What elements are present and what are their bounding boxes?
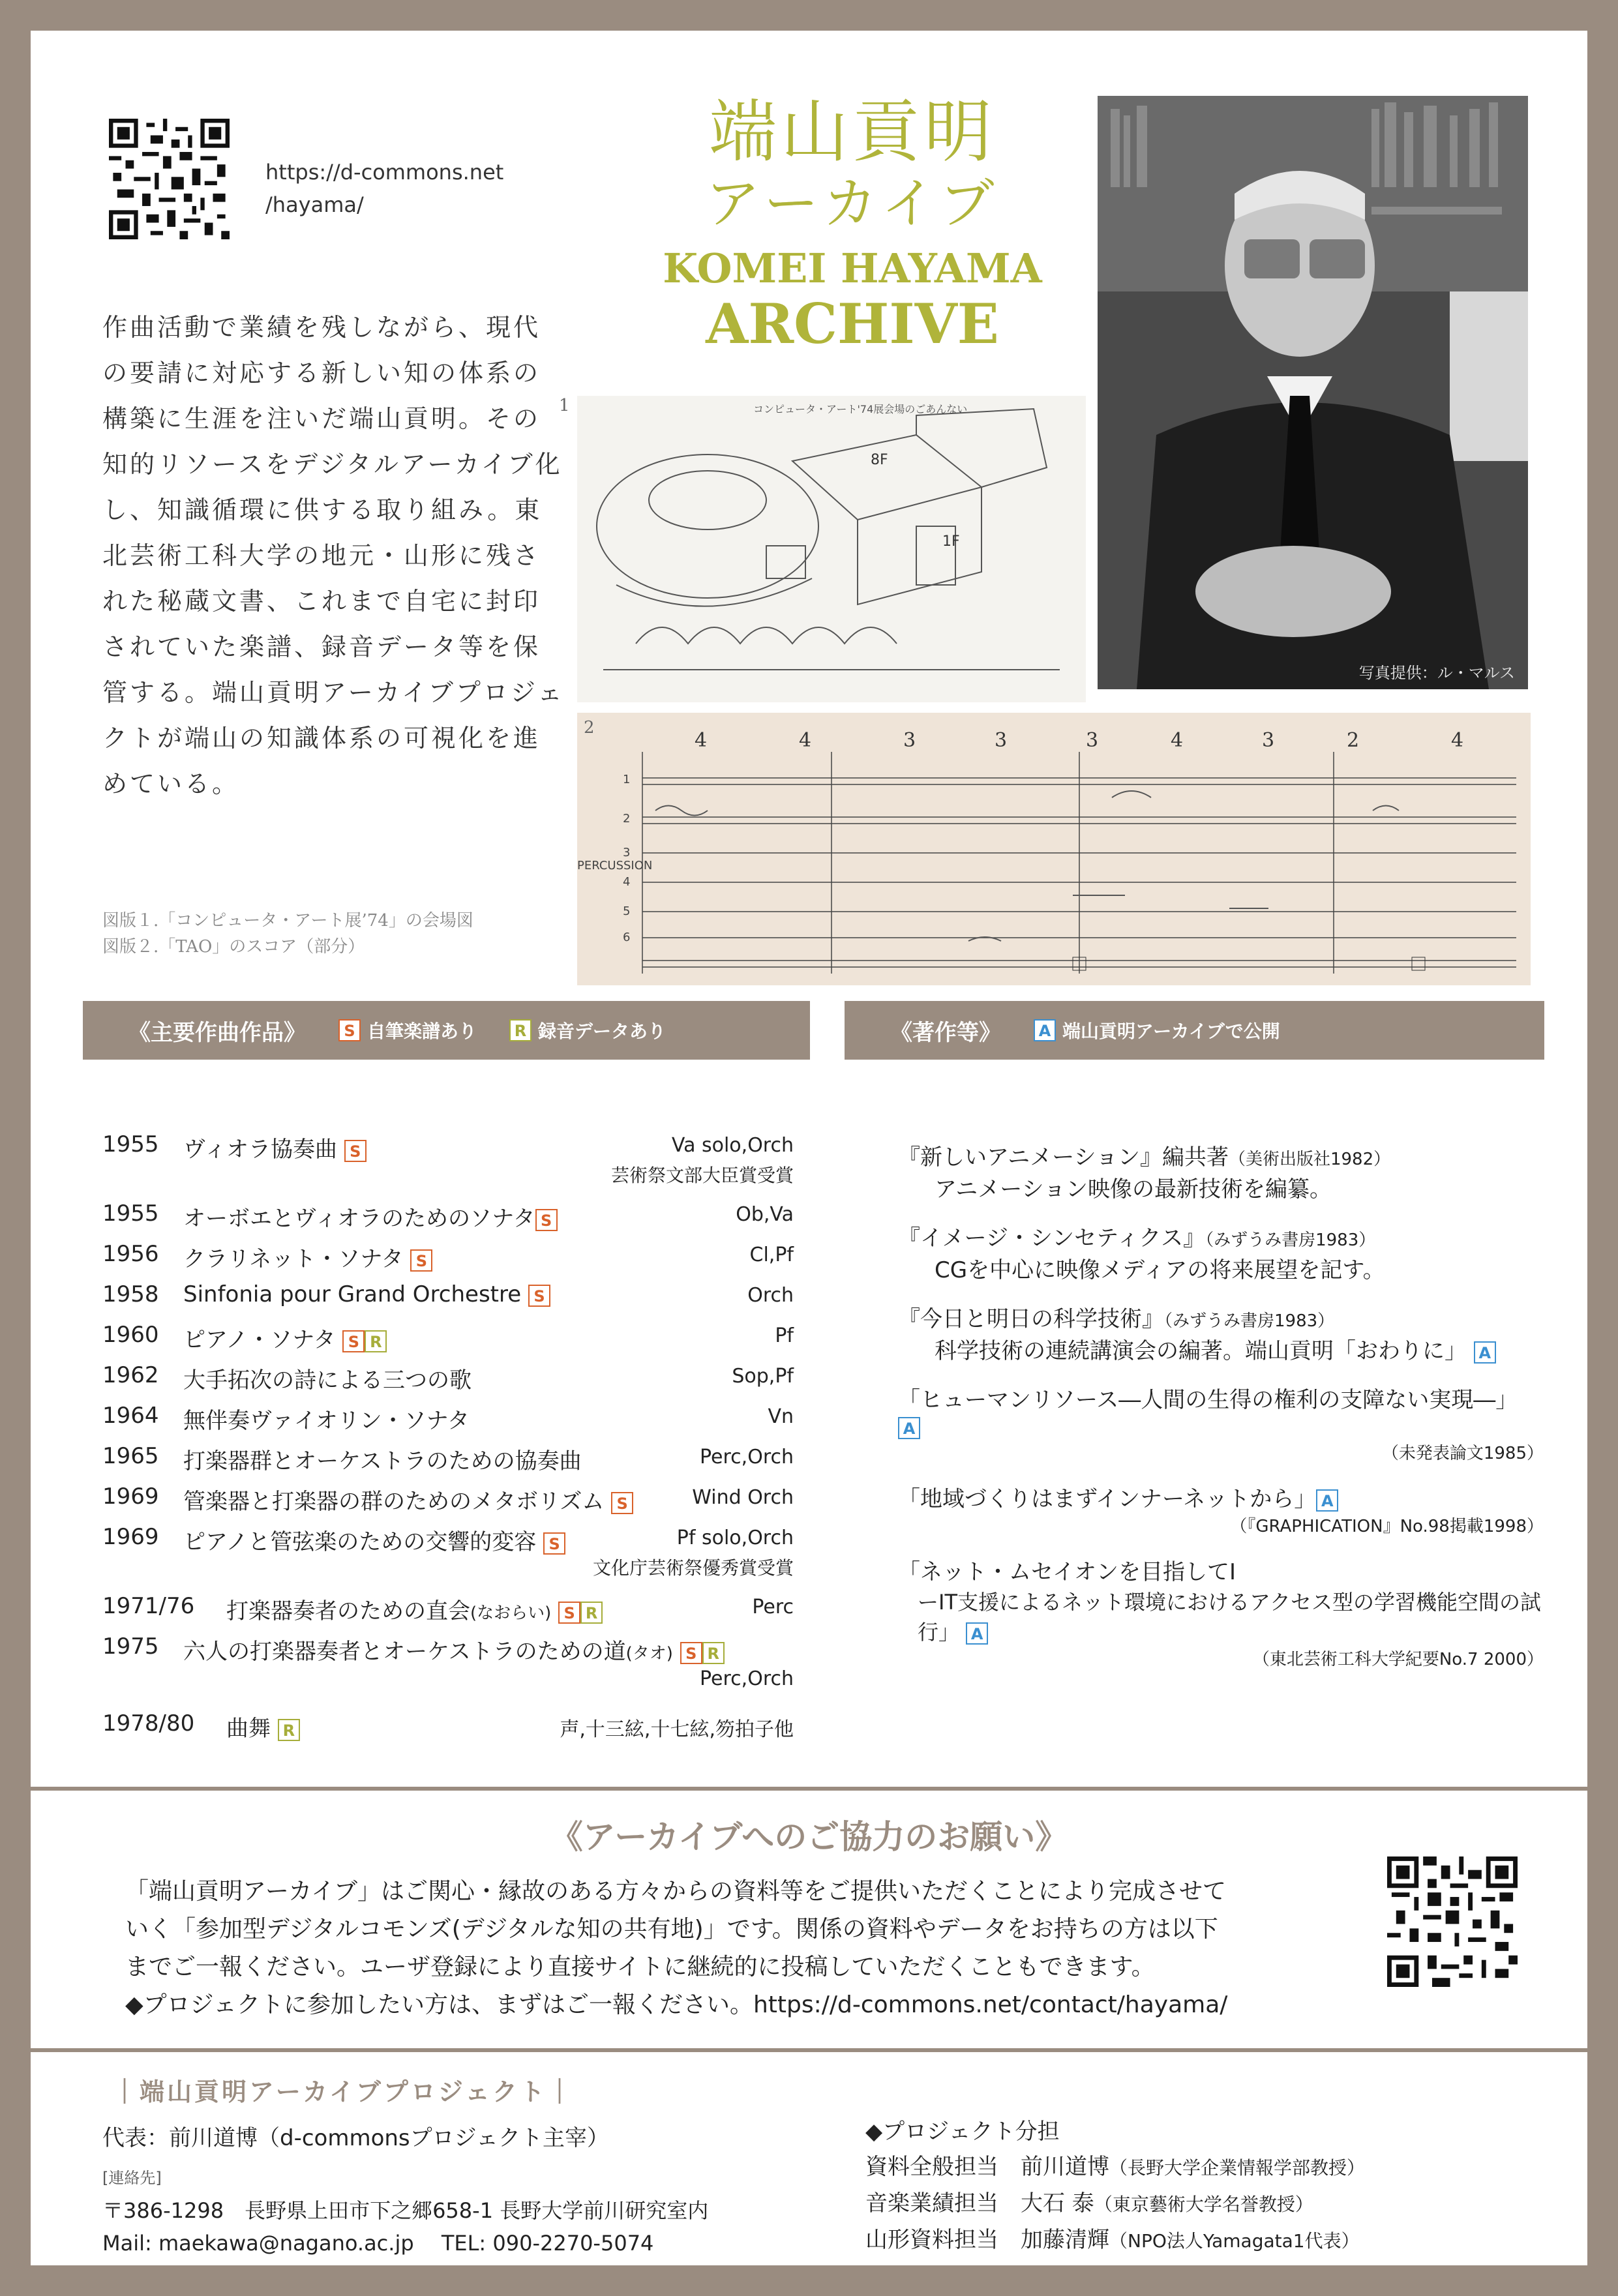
role-row: 音楽業績担当 大石 泰（東京藝術大学名誉教授） xyxy=(865,2190,1313,2216)
venue-sketch xyxy=(577,396,1086,702)
roles-heading: ◆プロジェクト分担 xyxy=(865,2119,1060,2145)
writing-publisher: （みずうみ書房1983） xyxy=(1205,1230,1376,1250)
svg-text:3: 3 xyxy=(903,729,916,752)
work-award: 文化庁芸術祭優秀賞受賞 xyxy=(592,1557,794,1579)
writing-title: 「地域づくりはまずインナーネットから」 xyxy=(898,1486,1317,1512)
list-item xyxy=(102,1593,794,1633)
svg-text:3: 3 xyxy=(1262,729,1275,752)
writing-description: 科学技術の連続講演会の編著。端山貢明「おわりに」 xyxy=(935,1338,1467,1364)
work-year: 1964 xyxy=(102,1403,159,1429)
badge-r-icon: R xyxy=(702,1642,725,1664)
work-year: 1971/76 xyxy=(102,1593,195,1619)
writing-publisher: （美術出版社1982） xyxy=(1228,1150,1391,1169)
badge-s-icon: S xyxy=(338,1019,361,1041)
list-item xyxy=(898,1220,1544,1284)
writing-title: 「ヒューマンリソース―人間の生得の権利の支障ない実現―」 xyxy=(898,1387,1518,1413)
writings-list xyxy=(898,1139,1544,1687)
writing-title: 「ネット・ムセイオンを目指してⅠ xyxy=(898,1559,1236,1585)
work-title: 打楽器群とオーケストラのための協奏曲 xyxy=(183,1448,582,1474)
work-title: 大手拓次の詩による三つの歌 xyxy=(183,1367,472,1394)
work-title: 打楽器奏者のための直会(なおらい) S R xyxy=(226,1593,603,1625)
work-instrumentation: Pf xyxy=(775,1324,794,1347)
figure-2-number: 2 xyxy=(584,718,595,738)
works-list xyxy=(102,1131,794,1751)
list-item xyxy=(102,1710,794,1751)
badge-s-icon: S xyxy=(344,1140,367,1162)
badge-s-icon: S xyxy=(528,1285,550,1307)
figure-1-venue-map xyxy=(559,396,1086,702)
writing-title: 『新しいアニメーション』編共著 xyxy=(898,1144,1229,1170)
work-year: 1962 xyxy=(102,1362,159,1388)
legend-recording xyxy=(509,1017,666,1043)
work-title: 六人の打楽器奏者とオーケストラのための道(タオ) S R xyxy=(183,1633,725,1665)
contact-mail-tel[interactable]: Mail: maekawa@nagano.ac.jp TEL: 090-2270-5074 xyxy=(102,2231,654,2256)
work-title: 管楽器と打楽器の群のためのメタボリズム S xyxy=(183,1483,633,1515)
writing-description: CGを中心に映像メディアの将来展望を記す。 xyxy=(935,1257,1385,1283)
work-year: 1958 xyxy=(102,1281,159,1307)
writing-subtitle: ーIT支援によるネット環境におけるアクセス型の学習機能空間の試行」 xyxy=(918,1590,1542,1645)
works-heading-bar xyxy=(83,1001,810,1060)
badge-r-icon: R xyxy=(278,1719,300,1741)
legend-archive xyxy=(1034,1017,1280,1043)
url-line-2[interactable]: /hayama/ xyxy=(265,192,364,217)
svg-text:1: 1 xyxy=(623,773,631,786)
title-en-1: KOMEI HAYAMA xyxy=(663,245,1042,292)
portrait-image xyxy=(1098,96,1528,689)
work-title: Sinfonia pour Grand Orchestre S xyxy=(183,1281,550,1307)
archive-url[interactable] xyxy=(265,156,503,221)
project-roles xyxy=(865,2114,1365,2259)
photo-credit: 写真提供：ル・マルス xyxy=(1358,664,1515,682)
badge-a-icon[interactable]: A xyxy=(1474,1341,1496,1364)
poster-sheet xyxy=(31,31,1587,2265)
svg-text:4: 4 xyxy=(1451,729,1464,752)
badge-r-icon: R xyxy=(580,1602,603,1624)
badge-s-icon: S xyxy=(558,1602,580,1624)
list-item xyxy=(102,1131,794,1200)
svg-text:4: 4 xyxy=(695,729,708,752)
legend-recording-label: 録音データあり xyxy=(538,1021,667,1042)
portrait-photo xyxy=(1098,96,1528,689)
list-item xyxy=(102,1281,794,1322)
list-item xyxy=(898,1139,1544,1203)
legend-score-label: 自筆楽譜あり xyxy=(367,1021,477,1042)
work-year: 1965 xyxy=(102,1443,159,1469)
work-instrumentation: Wind Orch xyxy=(692,1486,794,1509)
list-item xyxy=(102,1633,794,1710)
work-instrumentation: Orch xyxy=(747,1284,794,1307)
list-item xyxy=(898,1481,1544,1537)
work-title: 曲舞 R xyxy=(226,1710,300,1742)
list-item xyxy=(102,1362,794,1403)
list-item xyxy=(898,1382,1544,1464)
list-item xyxy=(898,1554,1544,1670)
work-instrumentation: Pf solo,Orch xyxy=(676,1527,794,1549)
project-representative: 代表：前川道博（d-commonsプロジェクト主宰） xyxy=(102,2125,609,2151)
contact-block xyxy=(102,2162,708,2259)
appeal-text xyxy=(125,1873,1364,2024)
badge-s-icon: S xyxy=(342,1330,365,1352)
contact-label: [連絡先] xyxy=(102,2169,162,2187)
work-instrumentation: Perc,Orch xyxy=(700,1667,794,1690)
work-year: 1975 xyxy=(102,1633,159,1660)
writing-publisher: （未発表論文1985） xyxy=(1381,1444,1544,1463)
appeal-heading: 《アーカイブへのご協力のお願い》 xyxy=(550,1818,1068,1856)
archive-title xyxy=(650,92,1055,356)
badge-s-icon: S xyxy=(611,1492,633,1514)
svg-text:8F: 8F xyxy=(871,452,888,468)
intro-text: 作曲活動で業績を残しながら、現代の要請に対応する新しい知の体系の構築に生涯を注いだ端山貢明。その知的リソースをデジタルアーカイブ化し、知識循環に供する取り組み。東北芸術工科大学の地元・山形に残された秘蔵文書、これまで自宅に封印されていた楽譜、録音データ等を保管する。端山貢明アーカイブプロジェクトが端山の知識体系の可視化を進めている。 xyxy=(102,313,565,798)
writing-publisher: （『GRAPHICATION』No.98掲載1998） xyxy=(1230,1517,1544,1536)
svg-text:4: 4 xyxy=(1171,729,1184,752)
figure-captions xyxy=(102,908,473,960)
title-en-2: ARCHIVE xyxy=(706,291,999,356)
badge-r-icon: R xyxy=(509,1019,532,1041)
badge-a-icon: A xyxy=(1034,1019,1056,1041)
caption-1: 図版１.「コンピュータ・アート展’74」の会場図 xyxy=(102,911,473,931)
svg-text:4: 4 xyxy=(799,729,812,752)
work-instrumentation: Cl,Pf xyxy=(749,1244,794,1266)
caption-2: 図版２.「TAO」のスコア（部分） xyxy=(102,937,365,957)
qr-code-top[interactable] xyxy=(109,119,230,239)
list-item xyxy=(102,1322,794,1362)
work-title: ヴィオラ協奏曲 S xyxy=(183,1131,367,1163)
work-title: オーボエとヴィオラのためのソナタ S xyxy=(183,1200,558,1232)
work-title: ピアノと管弦楽のための交響的変容 S xyxy=(183,1524,565,1556)
svg-text:4: 4 xyxy=(623,875,631,889)
badge-r-icon: R xyxy=(365,1330,387,1352)
writing-description: アニメーション映像の最新技術を編纂。 xyxy=(935,1176,1332,1202)
work-year: 1969 xyxy=(102,1524,159,1550)
list-item xyxy=(102,1443,794,1483)
writing-title: 『イメージ・シンセティクス』 xyxy=(898,1225,1206,1251)
work-year: 1955 xyxy=(102,1131,159,1157)
badge-s-icon: S xyxy=(410,1249,432,1272)
work-year: 1960 xyxy=(102,1322,159,1348)
project-heading: ｜端山貢明アーカイブプロジェクト｜ xyxy=(112,2078,575,2106)
svg-text:5: 5 xyxy=(623,904,631,918)
list-item xyxy=(102,1200,794,1241)
work-instrumentation: Sop,Pf xyxy=(732,1365,794,1388)
work-title: 無伴奏ヴァイオリン・ソナタ xyxy=(183,1408,470,1434)
role-row: 山形資料担当 加藤清輝（NPO法人Yamagata1代表） xyxy=(865,2227,1360,2253)
badge-a-icon[interactable]: A xyxy=(966,1622,988,1645)
figure-1-number: 1 xyxy=(559,396,570,415)
title-kanji: 端山貢明 xyxy=(708,92,996,171)
writings-heading-bar xyxy=(845,1001,1544,1060)
appeal-line: までご一報ください。ユーザ登録により直接サイトに継続的に投稿していただくこともできます。 xyxy=(125,1954,1155,1980)
title-kana: アーカイブ xyxy=(705,171,1000,235)
works-heading: 《主要作曲作品》 xyxy=(128,1019,306,1046)
work-year: 1969 xyxy=(102,1483,159,1510)
work-year: 1978/80 xyxy=(102,1710,195,1737)
legend-score xyxy=(338,1017,477,1043)
list-item xyxy=(102,1524,794,1593)
svg-text:3: 3 xyxy=(1086,729,1099,752)
svg-text:3: 3 xyxy=(995,729,1008,752)
work-instrumentation: 声,十三絃,十七絃,笏拍子他 xyxy=(560,1718,794,1741)
badge-s-icon: S xyxy=(680,1642,702,1664)
writings-heading: 《著作等》 xyxy=(890,1019,1001,1046)
work-year: 1955 xyxy=(102,1200,159,1227)
svg-text:PERCUSSION: PERCUSSION xyxy=(577,859,653,872)
contact-address: 〒386-1298 長野県上田市下之郷658-1 長野大学前川研究室内 xyxy=(102,2198,709,2223)
work-title: ピアノ・ソナタ S R xyxy=(183,1322,387,1354)
badge-a-icon[interactable]: A xyxy=(1316,1489,1338,1512)
divider-line xyxy=(31,2048,1587,2052)
writing-publisher: （みずうみ書房1983） xyxy=(1164,1311,1335,1331)
work-instrumentation: Ob,Va xyxy=(736,1203,794,1226)
work-instrumentation: Perc,Orch xyxy=(700,1446,794,1469)
list-item xyxy=(102,1483,794,1524)
work-instrumentation: Perc xyxy=(752,1596,794,1618)
role-row: 資料全般担当 前川道博（長野大学企業情報学部教授） xyxy=(865,2154,1366,2180)
appeal-contact-line[interactable]: ◆プロジェクトに参加したい方は、まずはご一報ください。https://d-commons.net/contact/hayama/ xyxy=(125,1991,1228,2018)
work-instrumentation: Va solo,Orch xyxy=(671,1134,794,1157)
list-item xyxy=(102,1403,794,1443)
svg-text:2: 2 xyxy=(623,812,631,826)
svg-text:2: 2 xyxy=(1347,729,1360,752)
appeal-line: 「端山貢明アーカイブ」はご関心・縁故のある方々からの資料等をご提供いただくことにより完成させて xyxy=(125,1878,1227,1905)
work-year: 1956 xyxy=(102,1241,159,1267)
qr-code-bottom[interactable] xyxy=(1387,1856,1518,1987)
figure-1-title: コンピュータ・アート'74展会場のごあんない xyxy=(753,403,968,415)
writing-publisher: （東北芸術工科大学紀要No.7 2000） xyxy=(1252,1650,1544,1669)
work-instrumentation: Vn xyxy=(768,1405,794,1428)
legend-archive-label: 端山貢明アーカイブで公開 xyxy=(1062,1021,1280,1042)
list-item xyxy=(898,1301,1544,1365)
work-title: クラリネット・ソナタ S xyxy=(183,1241,432,1273)
svg-text:3: 3 xyxy=(623,846,631,859)
badge-a-icon[interactable]: A xyxy=(898,1417,920,1439)
divider-line xyxy=(31,1787,1587,1791)
svg-text:1F: 1F xyxy=(942,533,960,550)
url-line-1[interactable]: https://d-commons.net xyxy=(265,160,504,185)
list-item xyxy=(102,1241,794,1281)
score-image xyxy=(577,713,1531,985)
badge-s-icon: S xyxy=(535,1209,558,1231)
appeal-line: いく「参加型デジタルコモンズ(デジタルな知の共有地)」です。関係の資料やデータをお持ちの方は以下 xyxy=(125,1916,1218,1943)
svg-text:6: 6 xyxy=(623,931,631,944)
writing-title: 『今日と明日の科学技術』 xyxy=(898,1306,1164,1332)
work-award: 芸術祭文部大臣賞受賞 xyxy=(610,1165,794,1186)
figure-2-score xyxy=(577,713,1531,985)
badge-s-icon: S xyxy=(543,1532,565,1555)
